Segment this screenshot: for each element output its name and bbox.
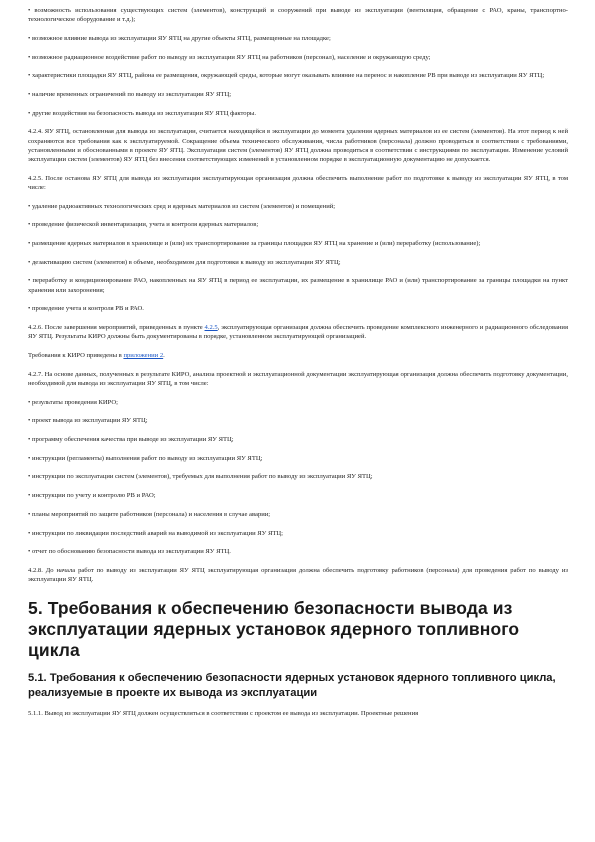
- list-item: • инструкции (регламенты) выполнения работ по выводу из эксплуатации ЯУ ЯТЦ;: [28, 454, 263, 462]
- list-item: • результаты проведения КИРО;: [28, 398, 119, 406]
- section-heading: 5. Требования к обеспечению безопасности вывода из эксплуатации ядерных установок ядерного топливного цикла: [28, 598, 520, 661]
- paragraph-text: 4.2.6. После завершения мероприятий, приведенных в пункте: [28, 324, 205, 332]
- list-item: • программу обеспечения качества при выводе из эксплуатации ЯУ ЯТЦ;: [28, 435, 234, 443]
- list-item: • другие воздействия на безопасность вывода из эксплуатации ЯУ ЯТЦ факторы.: [28, 109, 256, 117]
- list-item: • размещение ядерных материалов в хранилище и (или) их транспортирование за границы площадки ЯУ ЯТЦ на хранение и (или) переработку (использование);: [28, 240, 481, 248]
- list-item: • проект вывода из эксплуатации ЯУ ЯТЦ;: [28, 417, 148, 425]
- paragraph-text: .: [163, 351, 165, 359]
- link-appendix-2[interactable]: приложении 2: [123, 351, 164, 359]
- list-item: • дезактивацию систем (элементов) в объеме, необходимом для подготовки к выводу из эксплуатации ЯУ ЯТЦ;: [28, 258, 341, 266]
- paragraph-4-2-4: 4.2.4. ЯУ ЯТЦ, остановленная для вывода из эксплуатации, считается находящейся в эксплуатации до момента удаления ядерных материалов из ее систем (элементов). На этот период к ней сохраняются все требования как к эксплуатируемой. Сокращение объема технического обслуживания, числа работников (персонала) должно проводиться в соответствии с требованиями, установленными и обоснованными в проекте ЯУ ЯТЦ. Эксплуатация систем (элементов) ЯУ ЯТЦ должна проводиться в соответствии с инструкциями по эксплуатации. Изменение условий эксплуатации систем (элементов) ЯУ ЯТЦ без внесения соответствующих изменений в установленном порядке в эксплуатационную документацию не допускается.: [28, 128, 568, 164]
- paragraph-text: , эксплуатирующая организация должна обеспечить проведение комплексного инженерного и радиационного обследования ЯУ ЯТЦ. Результаты КИРО должны быть документированы в порядке, установленном эксплуатирующей организацией.: [28, 324, 568, 341]
- list-item: • переработку и кондиционирование РАО, накопленных на ЯУ ЯТЦ в период ее эксплуатации, их размещение в хранилище РАО и (или) транспортирование за границы площадки на пункт хранения или захоронения;: [28, 277, 568, 294]
- list-item: • возможное влияние вывода из эксплуатации ЯУ ЯТЦ на другие объекты ЯТЦ, размещенные на площадке;: [28, 34, 331, 42]
- list-item: • возможность использования существующих систем (элементов), конструкций и сооружений при выводе из эксплуатации (вентиляция, обращение с РАО, краны, транспортно-технологическое оборудование и т.д.);: [28, 7, 568, 24]
- list-item: • инструкции по эксплуатации систем (элементов), требуемых для выполнения работ по выводу из эксплуатации ЯУ ЯТЦ;: [28, 473, 373, 481]
- paragraph-kiro: [28, 351, 568, 360]
- list-item: • наличие временных ограничений по выводу из эксплуатации ЯУ ЯТЦ;: [28, 91, 232, 99]
- list-item: • удаление радиоактивных технологических сред и ядерных материалов из систем (элементов) и помещений;: [28, 202, 336, 210]
- paragraph-4-2-5: 4.2.5. После останова ЯУ ЯТЦ для вывода из эксплуатации эксплуатирующая организация должна обеспечить выполнение работ по подготовке к выводу из эксплуатации ЯУ ЯТЦ, в том числе:: [28, 174, 568, 191]
- list-item: • планы мероприятий по защите работников (персонала) и населения в случае аварии;: [28, 510, 271, 518]
- list-item: • характеристики площадки ЯУ ЯТЦ, района ее размещения, окружающей среды, которые могут оказывать влияние на перенос и накопление РВ при выводе из эксплуатации ЯУ ЯТЦ;: [28, 72, 545, 80]
- paragraph-5-1-1: 5.1.1. Вывод из эксплуатации ЯУ ЯТЦ должен осуществляться в соответствии с проектом ее вывода из эксплуатации. Проектные решения: [28, 710, 419, 718]
- paragraph-4-2-8: 4.2.8. До начала работ по выводу из эксплуатации ЯУ ЯТЦ эксплуатирующая организация должна обеспечить подготовку работников (персонала) для проведения работ по выводу из эксплуатации ЯУ ЯТЦ.: [28, 566, 568, 584]
- list-item: • возможное радиационное воздействие работ по выводу из эксплуатации ЯУ ЯТЦ на работников (персонал), население и окружающую среду;: [28, 53, 431, 61]
- list-item: • проведение учета и контроля РВ и РАО.: [28, 305, 144, 313]
- document-page: [28, 6, 568, 728]
- list-item: • инструкции по учету и контролю РВ и РАО;: [28, 492, 156, 500]
- link-4-2-5[interactable]: 4.2.5: [204, 324, 218, 332]
- paragraph-text: Требования к КИРО приведены в: [28, 351, 124, 359]
- list-item: • отчет по обоснованию безопасности вывода из эксплуатации ЯУ ЯТЦ.: [28, 548, 231, 556]
- paragraph-4-2-7: 4.2.7. На основе данных, полученных в результате КИРО, анализа проектной и эксплуатационной документации эксплуатирующая организация должна обеспечить подготовку документации, необходимой для вывода из эксплуатации ЯУ ЯТЦ, в том числе:: [28, 370, 568, 387]
- subsection-heading: 5.1. Требования к обеспечению безопасности ядерных установок ядерного топливного цикла, реализуемые в проекте их вывода из эксплуатации: [28, 672, 556, 699]
- paragraph-4-2-6: [28, 323, 568, 341]
- list-item: • инструкции по ликвидации последствий аварий на выводимой из эксплуатации ЯУ ЯТЦ;: [28, 529, 283, 537]
- list-item: • проведение физической инвентаризации, учета и контроля ядерных материалов;: [28, 221, 259, 229]
